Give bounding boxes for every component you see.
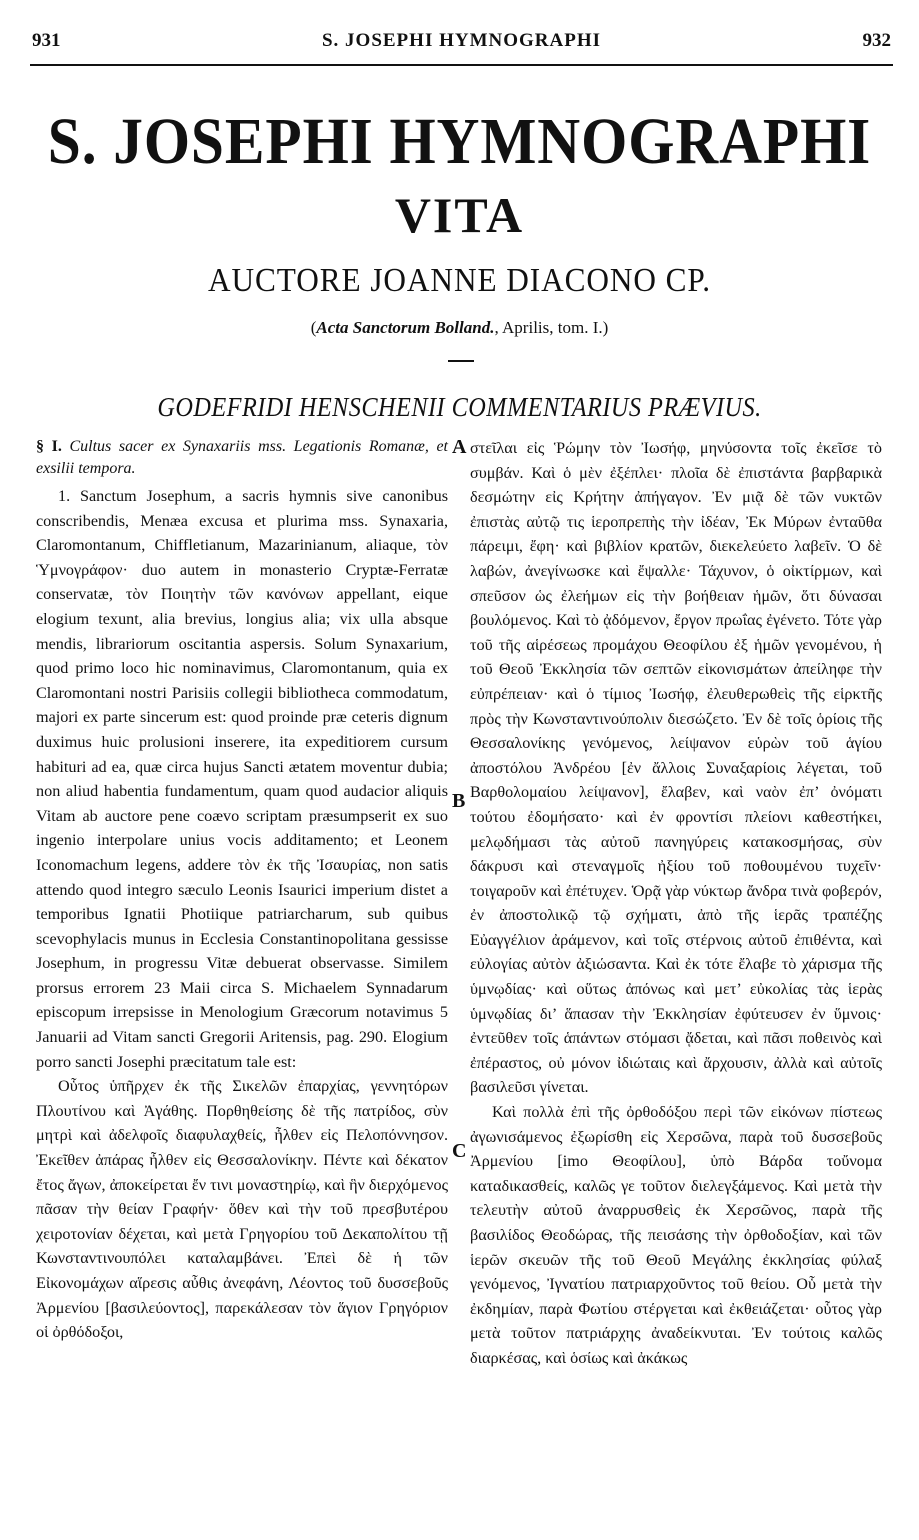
running-head <box>32 30 891 56</box>
margin-letter-c: C <box>452 1140 467 1162</box>
running-head-title: S. JOSEPHI HYMNOGRAPHI <box>321 30 602 51</box>
greek-paragraph-right-2: Καὶ πολλὰ ἐπὶ τῆς ὀρθοδόξου περὶ τῶν εἰκόνων πίστεως ἀγωνισάμενος ἐξωρίσθη εἰς Χερσῶνα, παρὰ τοῦ δυσσεβοῦς Ἀρμενίου [imo Θεοφίλου], ὑπὸ Βάρδα τοὔνομα καταδικασθείς, καλῶς γε τοῦτον διελεγξάμενος. Καὶ μετὰ τὴν τελευτὴν αὐτοῦ ἀναρρυσθεὶς ἐκ Χερσῶνος, παρὰ τῆς βασιλίδος Θεοδώρας, τῆς πεισάσης τὴν ὀρθοδοξίαν, καὶ τῶν ἱερῶν σκευῶν τῆς τοῦ Θεοῦ Μεγάλης ἐκκλησίας φύλαξ γενόμενος, Ἰγνατίου πατριαρχοῦντος τοῦ θείου. Οὗ μετὰ τὴν ἐκδημίαν, παρὰ Φωτίου στέργεται καὶ ἐκθειάζεται· οὗτος γὰρ μετὰ τοῦτον πατριάρχης ἀναδείκνυται. Ἐν τούτοις καλῶς διαρκέσας, καὶ ὁσίως καὶ ἀκάκως <box>470 1103 882 1367</box>
source-rest: , Aprilis, tom. I.) <box>494 318 609 337</box>
margin-letter-b: B <box>452 790 466 812</box>
source-italic: Acta Sanctorum Bolland. <box>316 318 495 337</box>
greek-paragraph-right-1: στεῖλαι εἰς Ῥώμην τὸν Ἰωσήφ, μηνύσοντα τοῖς ἐκεῖσε τὸ συμβάν. Καὶ ὁ μὲν ἐξέπλει· πλοῖα δὲ ἐπιστάντα βαρβαρικὰ δεσμώτην εἰς Κρήτην ἀπήγαγον. Ἐν μιᾷ δὲ τῶν νυκτῶν ἐπιστὰς αὐτῷ τις ἱεροπρεπὴς τὴν ἰδέαν, Ἐκ Μύρων ἐνταῦθα πάρειμι, ἔφη· καὶ βιβλίον κρατῶν, διεκελεύετο λαβεῖν. Ὁ δὲ λαβών, ἀνεγίνωσκε καὶ ἔψαλλε· Τάχυνον, ὁ οἰκτίρμων, καὶ σπεῦσον ὡς ἐλεήμων εἰς τὴν βοήθειαν ἡμῶν, ὅτι δύνασαι βουλόμενος. Καὶ τὸ ᾀδόμενον, ἔργον πρωΐας ἐγένετο. Τότε γὰρ τοῦ τῆς αἱρέσεως προμάχου Θεοφίλου ἐξ ἡμῶν γενομένου, ἡ τοῦ Θεοῦ Ἐκκλησία τῶν σεπτῶν εἰκονισμάτων ἀπείληφε τὴν εὐπρέπειαν· καὶ ὁ τίμιος Ἰωσήφ, ἐλευθερωθεὶς τῆς εἱρκτῆς πρὸς τὴν Κωνσταντινούπολιν διεσώζετο. Ἐν δὲ τοῖς ὁρίοις τῆς Θεσσαλονίκης γενόμενος, λείψανον εὑρὼν τοῦ ἁγίου ἀποστόλου Ἀνδρέου [ἐν ἄλλοις Συναξαρίοις λέγεται, τοῦ Βαρθολομαίου λείψανον], ἔλαβεν, καὶ ναὸν ἐπ’ ὀνόματι τούτου ἐδομήσατο· καὶ ἐν φροντίσι πλείονι καθεστήκει, μελῳδήμασι τὰς αὐτοῦ πανηγύρεις κατακοσμήσας, σὺν δάκρυσι καὶ στεναγμοῖς ἠξίου τοῦ ποθουμένου τυχεῖν· τοιγαροῦν καὶ ἐπέτυχεν. Ὁρᾷ γὰρ νύκτωρ ἄνδρα τινὰ φοβερόν, ἐν ἀποστολικῷ τῷ σχήματι, ἀπὸ τῆς ἱερᾶς τραπέζης Εὐαγγέλιον ἀράμενον, καὶ τοῖς στέρνοις αὐτοῦ ἐπιθέντα, καὶ εὐλογίας αὐτὸν ἀξιώσαντα. Καὶ ἐκ τότε ἔλαβε τὸ χάρισμα τῆς ὑμνῳδίας· καὶ οὕτως ἀπόνως καὶ μετ’ εὐκολίας τὰς ἱερὰς ὑμνῳδίας δι’ ἅπασαν τὴν Ἐκκλησίαν ἐφύτευσεν ἐν ὕμνοις· ἐντεῦθεν τοῖς ἁπάντων στόμασι ᾄδεται, καὶ πᾶσι ποθεινὸς καὶ ἐπέραστος, οὐ μόνον ἰδιώταις καὶ ἄρχουσιν, ἀλλὰ καὶ αὐτοῖς βασιλεῦσι γίνεται. <box>470 439 882 1097</box>
greek-paragraph-left: Οὗτος ὑπῆρχεν ἐκ τῆς Σικελῶν ἐπαρχίας, γεννητόρων Πλουτίνου καὶ Ἀγάθης. Πορθηθείσης δὲ τῆς πατρίδος, σὺν μητρὶ καὶ ἀδελφοῖς διαφυλαχθείς, ἦλθεν εἰς Πελοπόννησον. Ἐκεῖθεν ἀπάρας ἦλθεν εἰς Θεσσαλονίκην. Πέντε καὶ δέκατον ἔτος ἄγων, ἀποκείρεται ἔν τινι μοναστηρίῳ, καὶ ἣν διερχόμενος πᾶσαν τὴν θείαν Γραφήν· ὅθεν καὶ τὴν τοῦ πρεσβυτέρου χειροτονίαν δέχεται, καὶ μετὰ Γρηγορίου τοῦ Δεκαπολίτου τῇ Κωνσταντινουπόλει καταλαμβάνει. Ἐπεὶ δὲ ἡ τῶν Εἰκονομάχων αἵρεσις αὖθις ἀνεφάνη, Λέοντος τοῦ δυσσεβοῦς Ἀρμενίου [βασιλεύοντος], παρεκάλεσαν τὸν ἅγιον Γρηγόριον οἱ ὀρθόδοξοι, <box>36 1077 448 1342</box>
page-subtitle: VITA <box>394 187 525 243</box>
page-title: S. JOSEPHI HYMNOGRAPHI <box>47 105 872 178</box>
separator-dash <box>448 360 474 362</box>
section-heading <box>36 436 448 480</box>
source-citation <box>0 318 919 338</box>
source-open: ( <box>310 318 317 337</box>
section-title: Cultus sacer ex Synaxariis mss. Legationis Romanæ, et exsilii tempora. <box>36 438 449 477</box>
author-line: AUCTORE JOANNE DIACONO CP. <box>207 262 712 299</box>
page-number-right: 932 <box>862 30 891 51</box>
latin-paragraph: 1. Sanctum Josephum, a sacris hymnis sive canonibus conscribendis, Menæa excusa et plurima mss. Synaxaria, Claromontanum, Chiffletianum, Mazarinianum, aliaque, τὸν Ὑμνογράφον· duo autem in monasterio Cryptæ-Ferratæ conservatæ, τὸν Ποιητὴν τῶν κανόνων appellant, eique elogium texunt, alia brevius, longius alia; vix ulla absque mendis, librariorum oscitantia aspersis. Solum Synaxarium, quod primo loco hic nominavimus, Claromontanum, quia ex Claromontani nostri Parisiis collegii bibliotheca commodatum, majori ex parte sincerum est: quod proinde præ ceteris dignum duximus huic prolusioni inserere, ita expeditiorem cursum habituri ad ea, quæ circa hujus Sancti ætatem moventur dubia; non aliud habentia fundamentum, quam quod audacior aliquis Vitam ab auctore pene coævo scriptam præsumpserit ex suo ingenio interpolare unius vocis additamento; et Leonem Iconomachum legens, addere τὸν ἐκ τῆς Ἰσαυρίας, non satis attendo quod integro sæculo Leonis Isaurici imperium distet a temporibus Ignatii Photiique patriarcharum, sub quibus scevophylacis munus in Ecclesia Constantinopolitana gessisse Josephum, in progressu Vitæ debuerat observasse. Similem prorsus errorem 23 Maii circa S. Michaelem Synnadarum episcopum irrepsisse in Menologium Græcorum notavimus 5 Januarii ad Vitam sancti Gregorii Aritensis, pag. 290. Elogium porro sancti Josephi præcitatum tale est: <box>36 487 448 1071</box>
left-column <box>36 436 448 1345</box>
commentary-title: GODEFRIDI HENSCHENII COMMENTARIUS PRÆVIUS. <box>157 392 762 422</box>
page-number-left: 931 <box>32 30 61 51</box>
header-rule <box>30 64 893 66</box>
section-symbol: § I. <box>36 438 62 455</box>
right-column <box>470 436 882 1371</box>
margin-letter-a: A <box>452 436 467 458</box>
